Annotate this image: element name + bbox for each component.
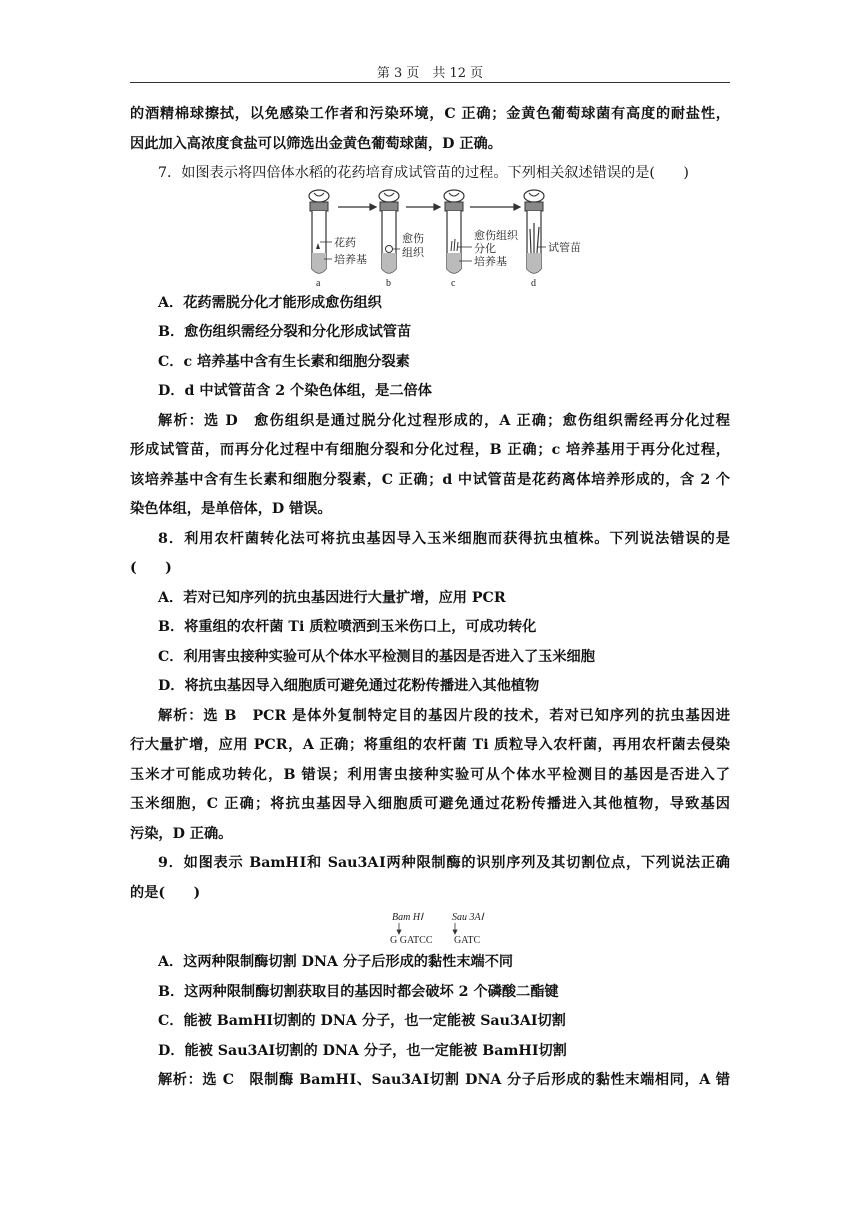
enzyme-bamhi-label: Bam HⅠ (392, 912, 424, 923)
tissue-culture-figure (130, 189, 730, 289)
question-9-stem: 的是( ) (130, 884, 201, 901)
option: D．将抗虫基因导入细胞质可避免通过花粉传播进入其他植物 (158, 678, 540, 694)
option: A．花药需脱分化才能形成愈伤组织 (158, 294, 382, 311)
label-differentiation-1: 愈伤组织 (474, 229, 518, 242)
intro-line: 的酒精棉球擦拭，以免感染工作者和污染环境，C 正确；金黄色葡萄球菌有高度的耐盐性， (130, 106, 730, 122)
question-9-stem: 9．如图表示 BamHⅠ和 Sau3AⅠ两种限制酶的识别序列及其切割位点，下列说法正确 (158, 855, 730, 871)
analysis-line: 行大量扩增，应用 PCR，A 正确；将重组的农杆菌 Ti 质粒导入农杆菌，再用农杆菌去侵染 (130, 737, 730, 753)
option: A．这两种限制酶切割 DNA 分子后形成的黏性末端不同 (158, 954, 514, 970)
label-plantlet: 试管苗 (548, 241, 581, 254)
analysis-line: 解析：选 C 限制酶 BamHⅠ、Sau3AⅠ切割 DNA 分子后形成的黏性末端相同，A 错 (158, 1072, 730, 1088)
option: C．利用害虫接种实验可从个体水平检测目的基因是否进入了玉米细胞 (158, 648, 595, 665)
analysis-line: 污染，D 正确。 (130, 825, 233, 842)
option: D．d 中试管苗含 2 个染色体组，是二倍体 (158, 383, 432, 399)
restriction-enzyme-figure (130, 908, 730, 948)
option: B．这两种限制酶切割获取目的基因时都会破坏 2 个磷酸二酯键 (158, 983, 559, 1000)
analysis-line: 形成试管苗，而再分化过程中有细胞分裂和分化过程，B 正确；c 培养基用于再分化过程， (130, 442, 730, 458)
option: A．若对已知序列的抗虫基因进行大量扩增，应用 PCR (158, 589, 506, 606)
option: C．能被 BamHⅠ切割的 DNA 分子，也一定能被 Sau3AⅠ切割 (158, 1013, 566, 1029)
culture-tubes-diagram (302, 189, 622, 289)
tube-label-d: d (531, 277, 536, 289)
label-differentiation-2: 分化 (474, 242, 496, 255)
sequence-sau3ai: GATC (454, 935, 481, 946)
tube-label-b: b (386, 277, 391, 289)
option: C．c 培养基中含有生长素和细胞分裂素 (158, 353, 410, 370)
intro-line: 因此加入高浓度食盐可以筛选出金黄色葡萄球菌，D 正确。 (130, 135, 502, 152)
enzyme-sau3ai-label: Sau 3AⅠ (452, 912, 484, 923)
page-header: 第 3 页 共 12 页 (376, 66, 484, 81)
process-arrows (338, 204, 520, 210)
analysis-line: 玉米才可能成功转化，B 错误；利用害虫接种实验可从个体水平检测目的基因是否进入了 (130, 766, 730, 783)
document-body (130, 100, 730, 1096)
cut-arrows (397, 923, 457, 934)
analysis-line: 染色体组，是单倍体，D 错误。 (130, 501, 332, 517)
tube-d (524, 190, 544, 273)
analysis-line: 该培养基中含有生长素和细胞分裂素，C 正确；d 中试管苗是花药离体培养形成的，含 2 个 (130, 471, 730, 488)
tube-label-a: a (316, 277, 321, 289)
option: B．愈伤组织需经分裂和分化形成试管苗 (158, 324, 412, 340)
header-rule (130, 82, 730, 83)
tube-a (309, 190, 329, 273)
question-8-stem: 8．利用农杆菌转化法可将抗虫基因导入玉米细胞而获得抗虫植株。下列说法错误的是 (158, 530, 730, 547)
sequence-bamhi: G GATCC (390, 935, 433, 946)
enzyme-sites-diagram (388, 910, 508, 948)
label-callus-2: 组织 (402, 246, 424, 259)
tube-c (444, 190, 464, 273)
tube-b (379, 190, 399, 273)
analysis-line: 解析：选 D 愈伤组织是通过脱分化过程形成的，A 正确；愈伤组织需经再分化过程 (158, 412, 730, 429)
option: D．能被 Sau3AⅠ切割的 DNA 分子，也一定能被 BamHⅠ切割 (158, 1042, 567, 1059)
tube-label-c: c (451, 277, 456, 289)
label-medium: 培养基 (334, 253, 367, 266)
label-anther: 花药 (334, 236, 356, 249)
question-7-stem: 7．如图表示将四倍体水稻的花药培育成试管苗的过程。下列相关叙述错误的是( ) (158, 165, 689, 181)
question-8-stem: ( ) (130, 560, 172, 576)
label-medium-2: 培养基 (474, 255, 507, 268)
analysis-line: 解析：选 B PCR 是体外复制特定目的基因片段的技术，若对已知序列的抗虫基因进 (158, 707, 730, 724)
label-callus-1: 愈伤 (402, 232, 424, 245)
analysis-line: 玉米细胞，C 正确；将抗虫基因导入细胞质可避免通过花粉传播进入其他植物，导致基因 (130, 796, 730, 812)
option: B．将重组的农杆菌 Ti 质粒喷洒到玉米伤口上，可成功转化 (158, 619, 537, 635)
